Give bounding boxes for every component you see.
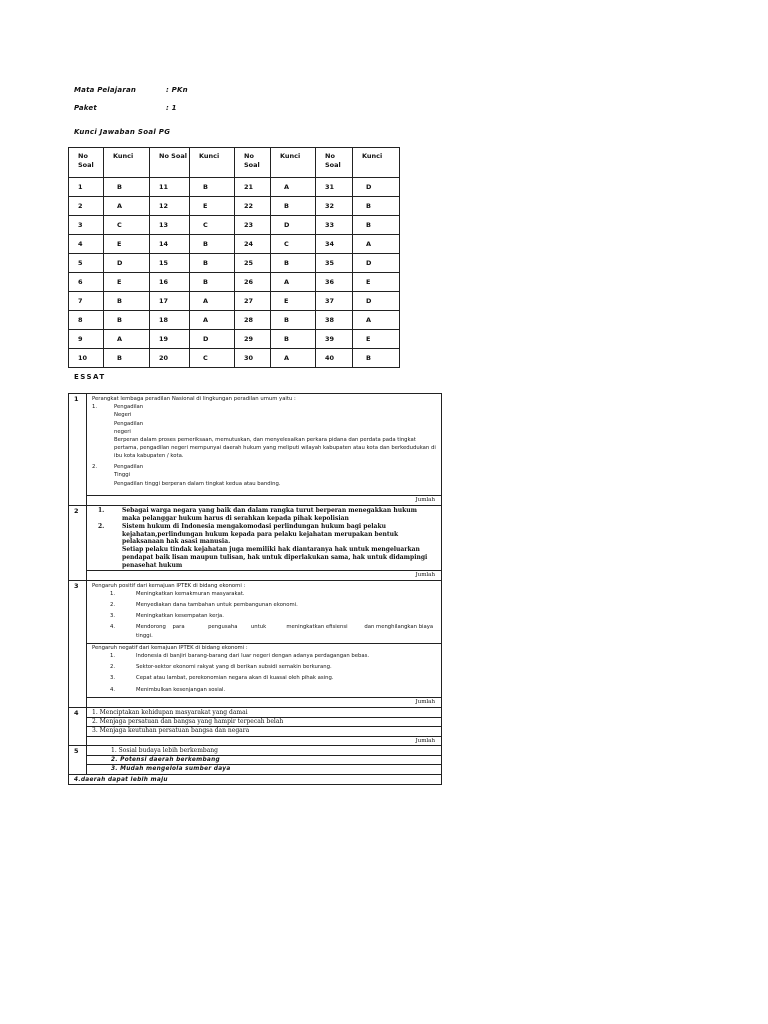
list-item <box>92 590 437 598</box>
question-number-cell: 12 <box>150 197 190 216</box>
question-number-cell: 11 <box>150 178 190 197</box>
positive-intro: Pengaruh positif dari kemajuan IPTEK di bidang ekonomi : <box>92 582 246 589</box>
list-item: 3. Mudah mengelola sumber daya <box>111 766 231 773</box>
question-number-cell: 22 <box>235 197 271 216</box>
essay-row-1 <box>69 394 441 506</box>
list-number: 2. <box>92 463 98 470</box>
table-row <box>69 235 400 254</box>
essay-title: ESSAT <box>74 373 106 381</box>
answer-key-cell: B <box>104 292 150 311</box>
table-row <box>69 330 400 349</box>
table-header-cell: No Soal <box>316 148 353 178</box>
table-row <box>69 292 400 311</box>
list-number: 1. <box>110 653 116 660</box>
answer-key-body <box>69 178 400 368</box>
answer-key-cell: B <box>271 330 316 349</box>
answer-key-title: Kunci Jawaban Soal PG <box>74 128 171 136</box>
table-row <box>69 197 400 216</box>
question-number-cell: 13 <box>150 216 190 235</box>
question-number-cell: 35 <box>316 254 353 273</box>
jumlah-label: Jumlah <box>87 570 441 580</box>
question-number-cell: 15 <box>150 254 190 273</box>
question-number-cell: 24 <box>235 235 271 254</box>
answer-key-cell: B <box>190 254 235 273</box>
subject-value: : PKn <box>166 86 188 94</box>
question-number-cell: 16 <box>150 273 190 292</box>
answer-key-cell: D <box>353 178 400 197</box>
list-item <box>92 403 437 411</box>
subject-line <box>74 86 188 94</box>
question-number-cell: 21 <box>235 178 271 197</box>
list-item: 2. Potensi daerah berkembang <box>87 756 441 766</box>
table-row <box>69 216 400 235</box>
negative-list <box>92 652 437 694</box>
list-item: 1. Sosial budaya lebih berkembang <box>87 747 441 756</box>
question-number-cell: 40 <box>316 349 353 368</box>
essay-answer <box>87 506 441 579</box>
question-number-cell: 39 <box>316 330 353 349</box>
list-item: 4.daerah dapat lebih maju <box>74 776 168 783</box>
list-number: 4. <box>110 624 116 631</box>
list-number: 1. <box>98 507 105 515</box>
list-text: Meningkatkan kesempatan kerja. <box>136 613 224 620</box>
essay-number: 5 <box>69 746 87 774</box>
question-number-cell: 31 <box>316 178 353 197</box>
answer-key-cell: D <box>190 330 235 349</box>
list-number: 2. <box>110 664 116 671</box>
question-number-cell: 32 <box>316 197 353 216</box>
question-number-cell: 38 <box>316 311 353 330</box>
list-number: 4. <box>110 686 116 693</box>
list-item <box>92 663 437 671</box>
list-text: Menimbulkan kesenjangan sosial. <box>136 686 226 693</box>
list-text: Tinggi <box>114 471 131 478</box>
answer-key-cell: A <box>271 273 316 292</box>
essay-answer <box>87 708 441 745</box>
answer-key-cell: A <box>353 311 400 330</box>
table-header-cell: No Soal <box>69 148 104 178</box>
jumlah-label: Jumlah <box>415 737 435 744</box>
list-number: 1. <box>92 404 98 411</box>
table-row <box>69 273 400 292</box>
essay-number: 1 <box>69 394 87 505</box>
essay-row-5 <box>69 746 441 775</box>
list-text: Mendorong para pengusaha untuk meningkatkan efisiensi dan menghilangkan biaya tinggi. <box>136 624 435 639</box>
packet-line <box>74 104 177 112</box>
question-number-cell: 8 <box>69 311 104 330</box>
list-item <box>92 686 437 694</box>
list-description: Setiap pelaku tindak kejahatan juga memiliki hak diantaranya hak untuk mengeluarkan pendapat baik lisan maupun tulisan, hak untuk diperlakukan sama, hak untuk didampingi penasehat hukum <box>122 546 428 569</box>
answer-key-cell: A <box>104 197 150 216</box>
answer-key-table <box>68 147 400 368</box>
question-number-cell: 19 <box>150 330 190 349</box>
essay-answer <box>87 581 441 707</box>
answer-key-cell: A <box>190 292 235 311</box>
answer-key-cell: B <box>190 273 235 292</box>
packet-label: Paket <box>74 104 97 112</box>
answer-key-cell: B <box>353 349 400 368</box>
question-number-cell: 17 <box>150 292 190 311</box>
table-header-cell: No Soal <box>235 148 271 178</box>
list-text: Sistem hukum di Indonesia mengakomodasi perlindungan hukum bagi pelaku kejahatan,perlindungan hukum kepada para pelaku kejahatan merupakan bentuk pelaksanaan hak asasi manusia. <box>122 522 399 546</box>
table-row <box>69 311 400 330</box>
answer-key-cell: B <box>190 235 235 254</box>
list-number: 1. <box>110 590 116 597</box>
question-number-cell: 1 <box>69 178 104 197</box>
essay-answer <box>87 394 441 505</box>
question-number-cell: 4 <box>69 235 104 254</box>
answer-key-cell: E <box>104 235 150 254</box>
essay-row-5-last <box>69 775 441 785</box>
table-header-cell: Kunci <box>190 148 235 178</box>
table-header-row <box>69 148 400 178</box>
answer-key-cell: E <box>353 273 400 292</box>
list-number: 3. <box>110 613 116 620</box>
list-item <box>92 652 437 660</box>
answer-key-cell: D <box>353 254 400 273</box>
answer-key-cell: C <box>190 216 235 235</box>
question-number-cell: 25 <box>235 254 271 273</box>
list-text: Cepat atau lambat, perekonomian negara akan di kuasai oleh pihak asing. <box>136 675 334 682</box>
answer-key-cell: C <box>271 235 316 254</box>
list-number: 2. <box>98 522 105 530</box>
answer-key-cell: A <box>271 178 316 197</box>
answer-key-cell: B <box>190 178 235 197</box>
question-number-cell: 7 <box>69 292 104 311</box>
list-item <box>92 674 437 682</box>
answer-key-cell: E <box>271 292 316 311</box>
answer-key-cell: D <box>271 216 316 235</box>
question-number-cell: 2 <box>69 197 104 216</box>
question-number-cell: 28 <box>235 311 271 330</box>
jumlah-label: Jumlah <box>87 495 441 505</box>
question-number-cell: 10 <box>69 349 104 368</box>
list-text: Pengadilan <box>114 404 144 411</box>
answer-key-cell: E <box>190 197 235 216</box>
answer-key-cell: B <box>104 178 150 197</box>
answer-key-cell: D <box>353 292 400 311</box>
answer-key-cell: D <box>104 254 150 273</box>
essay-row-2 <box>69 506 441 580</box>
question-number-cell: 30 <box>235 349 271 368</box>
answer-key-cell: B <box>271 311 316 330</box>
answer-key-cell: A <box>353 235 400 254</box>
table-row <box>69 254 400 273</box>
answer-key-cell: A <box>190 311 235 330</box>
answer-key-cell: A <box>104 330 150 349</box>
list-item <box>92 612 437 620</box>
list-text: Pengadilan <box>114 420 144 427</box>
question-number-cell: 9 <box>69 330 104 349</box>
question-number-cell: 27 <box>235 292 271 311</box>
question-number-cell: 36 <box>316 273 353 292</box>
list-item <box>92 601 437 609</box>
negative-intro: Pengaruh negatif dari kemajuan IPTEK di bidang ekonomi : <box>87 643 441 652</box>
table-header-cell: No Soal <box>150 148 190 178</box>
list-item <box>92 507 437 523</box>
subject-label: Mata Pelajaran <box>74 86 137 94</box>
list-item <box>92 523 437 546</box>
answer-key-cell: E <box>353 330 400 349</box>
answer-key-cell: B <box>271 197 316 216</box>
list-text: Pengadilan <box>114 463 144 470</box>
list-text: Menyediakan dana tambahan untuk pembangunan ekonomi. <box>136 602 298 609</box>
essay-answer <box>87 746 441 774</box>
answer-key-cell: A <box>271 349 316 368</box>
question-number-cell: 33 <box>316 216 353 235</box>
question-number-cell: 34 <box>316 235 353 254</box>
answer-key-cell: C <box>190 349 235 368</box>
question-number-cell: 5 <box>69 254 104 273</box>
answer-key-cell: C <box>104 216 150 235</box>
question-number-cell: 6 <box>69 273 104 292</box>
list-description: Berperan dalam proses pemeriksaan, memutuskan, dan menyelesaikan perkara pidana dan perdata pada tingkat pertama, pengadilan negeri mempunyai daerah hukum yang meliputi wilayah kabupaten atau kota dan berkedudukan di ibu kota kabupaten / kota. <box>114 437 436 460</box>
question-number-cell: 20 <box>150 349 190 368</box>
answer-intro: Perangkat lembaga peradilan Nasional di lingkungan peradilan umum yaitu : <box>92 396 296 402</box>
answer-key-cell: E <box>104 273 150 292</box>
answer-key-cell: B <box>271 254 316 273</box>
list-item: 1. Menciptakan kehidupan masyarakat yang damai <box>87 709 441 718</box>
question-number-cell: 26 <box>235 273 271 292</box>
table-header-cell: Kunci <box>353 148 400 178</box>
list-item: 2. Menjaga persatuan dan bangsa yang hampir terpecah belah <box>87 718 441 727</box>
question-number-cell: 14 <box>150 235 190 254</box>
list-text: Meningkatkan kemakmuran masyarakat. <box>136 590 245 597</box>
question-number-cell: 29 <box>235 330 271 349</box>
essay-row-3 <box>69 581 441 708</box>
essay-number: 2 <box>69 506 87 579</box>
jumlah-label: Jumlah <box>87 697 441 707</box>
table-header-cell: Kunci <box>104 148 150 178</box>
question-number-cell: 18 <box>150 311 190 330</box>
essay-table <box>68 393 442 785</box>
table-row <box>69 178 400 197</box>
essay-number: 4 <box>69 708 87 745</box>
question-number-cell: 23 <box>235 216 271 235</box>
list-text: Sebagai warga negara yang baik dan dalam rangka turut berperan menegakkan hukum maka pelanggar hukum harus di serahkan kepada pihak kepolisian <box>122 507 417 523</box>
list-text: negeri <box>114 428 131 435</box>
positive-list <box>92 590 437 640</box>
answer-key-cell: B <box>104 349 150 368</box>
list-text: Negeri <box>114 412 132 419</box>
list-item <box>92 463 437 471</box>
list-text: Sektor-sektor ekonomi rakyat yang di berikan subsidi semakin berkurang. <box>136 664 332 671</box>
list-number: 2. <box>110 602 116 609</box>
table-header-cell: Kunci <box>271 148 316 178</box>
list-item <box>92 623 437 639</box>
essay-row-4 <box>69 708 441 746</box>
answer-key-cell: B <box>353 216 400 235</box>
list-number: 3. <box>110 675 116 682</box>
question-number-cell: 37 <box>316 292 353 311</box>
essay-number: 3 <box>69 581 87 707</box>
table-row <box>69 349 400 368</box>
list-item: 3. Menjaga keutuhan persatuan bangsa dan negara <box>87 727 441 736</box>
packet-value: : 1 <box>166 104 177 112</box>
answer-key-cell: B <box>353 197 400 216</box>
list-description: Pengadilan tinggi berperan dalam tingkat kedua atau banding. <box>114 481 281 488</box>
question-number-cell: 3 <box>69 216 104 235</box>
list-text: Indonesia di banjiri barang-barang dari luar negeri dengan adanya perdagangan bebas. <box>136 653 370 660</box>
answer-key-cell: B <box>104 311 150 330</box>
